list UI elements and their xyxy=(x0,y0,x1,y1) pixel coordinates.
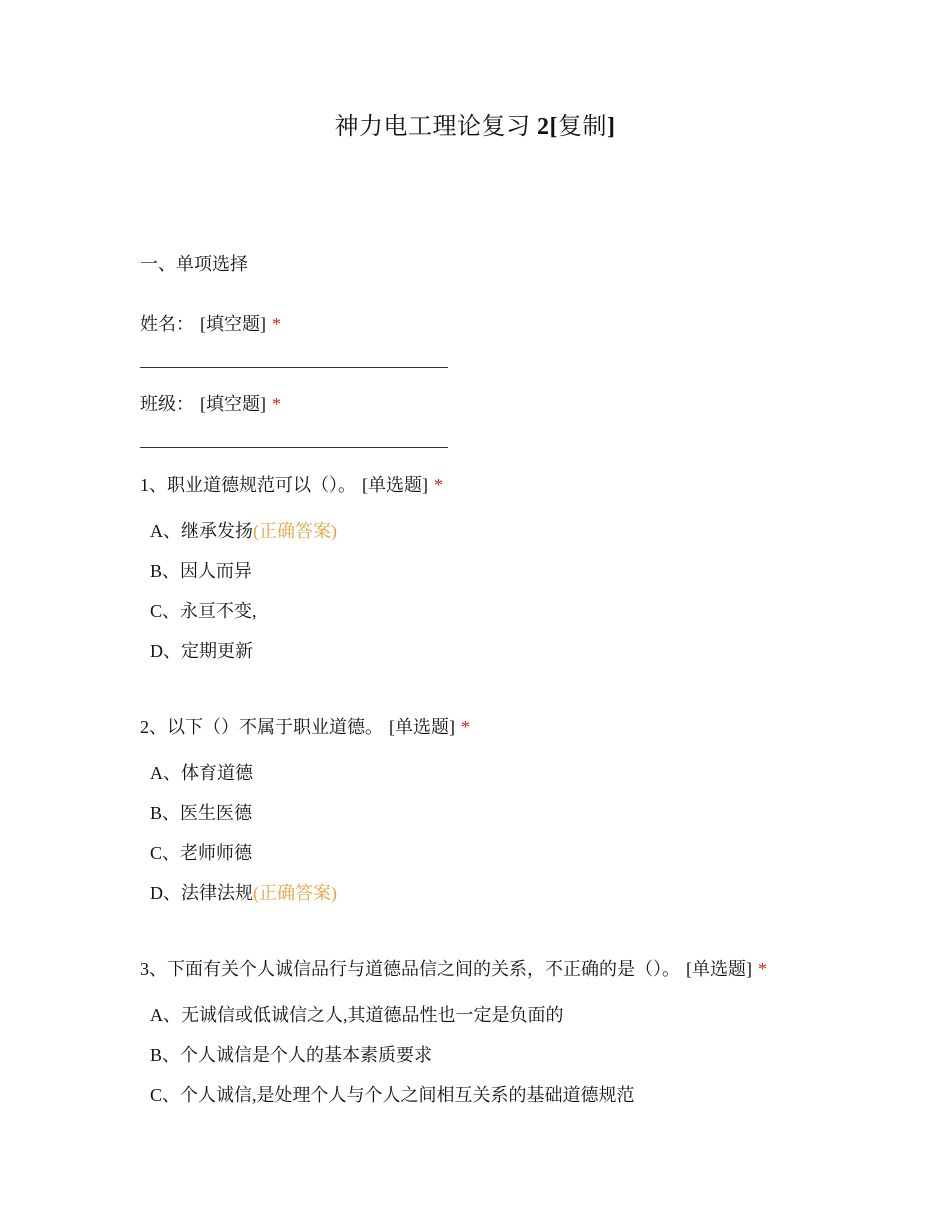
question-type: [单选题] xyxy=(389,717,455,737)
option-3a[interactable] xyxy=(150,1002,564,1028)
correct-answer-label: (正确答案) xyxy=(253,521,337,541)
field-type: [填空题] xyxy=(200,314,266,334)
page-title xyxy=(0,110,950,144)
question-2 xyxy=(140,714,470,740)
option-text: A、继承发扬 xyxy=(150,521,253,541)
question-text: 2、以下（）不属于职业道德。 xyxy=(140,717,383,737)
required-mark: * xyxy=(461,717,470,737)
option-text: C、老师师德 xyxy=(150,843,253,863)
option-2d[interactable] xyxy=(150,880,337,906)
required-mark: * xyxy=(272,314,281,334)
option-text: C、永亘不变, xyxy=(150,601,257,621)
option-text: B、医生医德 xyxy=(150,803,253,823)
section-heading: 一、单项选择 xyxy=(140,254,248,274)
field-label: 姓名： xyxy=(140,314,194,334)
title-close: ] xyxy=(607,114,616,140)
option-1b[interactable] xyxy=(150,558,252,584)
option-1d[interactable] xyxy=(150,638,253,664)
option-text: C、个人诚信,是处理个人与个人之间相互关系的基础道德规范 xyxy=(150,1085,635,1105)
field-class-label-row xyxy=(140,391,281,417)
question-1 xyxy=(140,472,443,498)
option-3c[interactable] xyxy=(150,1082,635,1108)
option-2c[interactable] xyxy=(150,840,252,866)
class-input-line[interactable] xyxy=(140,447,448,448)
option-2a[interactable] xyxy=(150,760,253,786)
question-type: [单选题] xyxy=(686,959,752,979)
option-text: D、法律法规 xyxy=(150,883,253,903)
title-main: 神力电工理论复习 xyxy=(334,114,531,140)
question-text: 1、职业道德规范可以（）。 xyxy=(140,475,356,495)
question-3 xyxy=(140,956,767,982)
option-2b[interactable] xyxy=(150,800,252,826)
option-text: D、定期更新 xyxy=(150,641,253,661)
option-text: B、个人诚信是个人的基本素质要求 xyxy=(150,1045,433,1065)
option-text: B、因人而异 xyxy=(150,561,253,581)
field-label: 班级： xyxy=(140,394,194,414)
question-type: [单选题] xyxy=(362,475,428,495)
title-copy: 复制 xyxy=(558,114,607,140)
field-type: [填空题] xyxy=(200,394,266,414)
correct-answer-label: (正确答案) xyxy=(253,883,337,903)
required-mark: * xyxy=(272,394,281,414)
option-1c[interactable] xyxy=(150,598,257,624)
question-text: 3、下面有关个人诚信品行与道德品信之间的关系，不正确的是（）。 xyxy=(140,959,680,979)
field-name-label-row xyxy=(140,311,281,337)
name-input-line[interactable] xyxy=(140,367,448,368)
option-text: A、无诚信或低诚信之人,其道德品性也一定是负面的 xyxy=(150,1005,564,1025)
option-text: A、体育道德 xyxy=(150,763,253,783)
option-1a[interactable] xyxy=(150,518,337,544)
option-3b[interactable] xyxy=(150,1042,432,1068)
required-mark: * xyxy=(434,475,443,495)
title-num: 2[ xyxy=(537,114,558,140)
required-mark: * xyxy=(758,959,767,979)
